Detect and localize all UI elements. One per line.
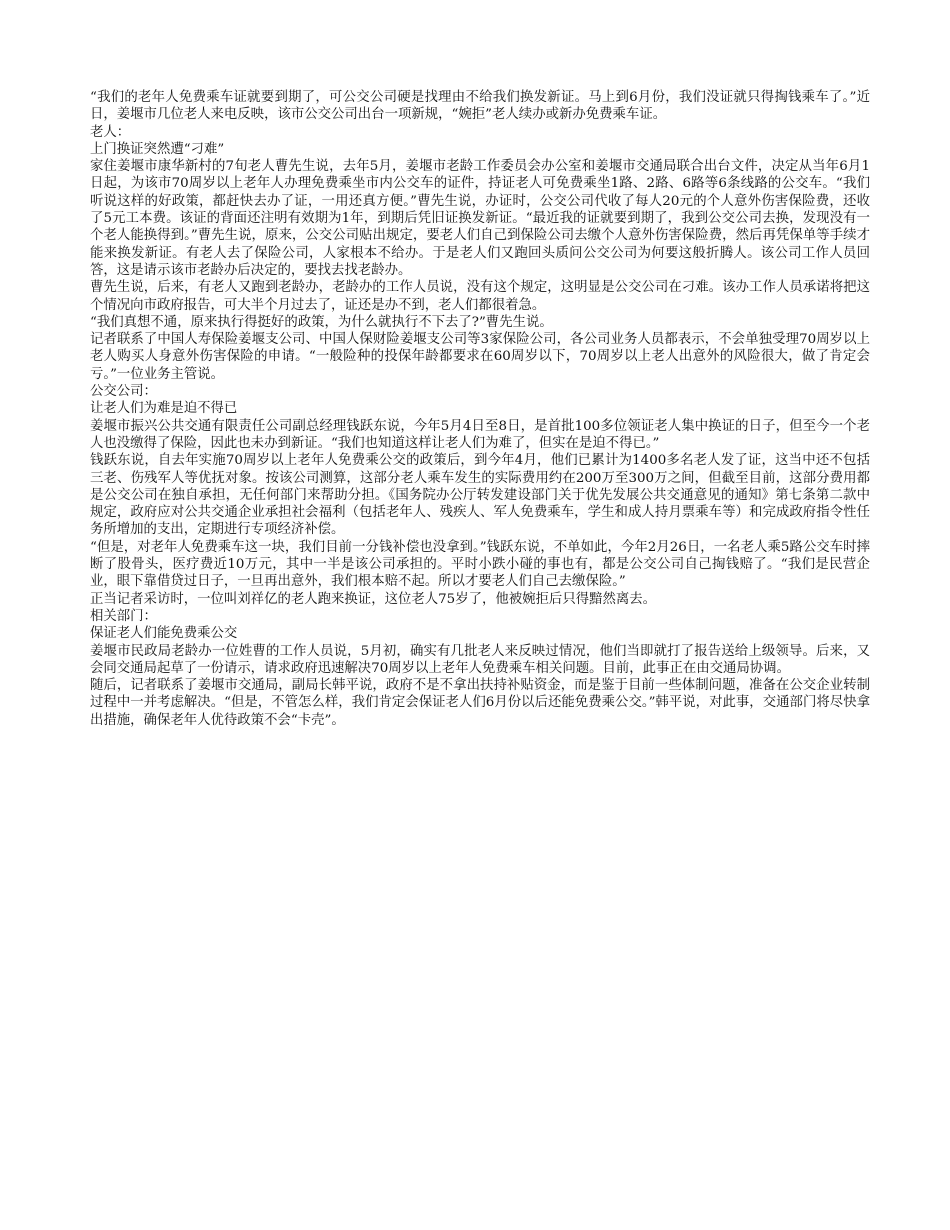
section-label-bus-company: 公交公司：: [90, 384, 157, 400]
body-paragraph: 随后，记者联系了姜堰市交通局，副局长韩平说，政府不是不拿出扶持补贴资金，而是鉴于目前一些体制问题，准备在公交企业转制过程中一并考虑解决。“但是，不管怎么样，我们肯定会保证老人们6月份以后还能免费乘公交。”韩平说，对此事，交通部门将尽快拿出措施，确保老年人优待政策不会“卡壳”。: [90, 678, 870, 728]
section-label-elderly: 老人：: [90, 124, 131, 140]
section-subtitle-elderly: 上门换证突然遭“刁难”: [90, 141, 225, 157]
section-label-departments: 相关部门：: [90, 608, 157, 624]
section-subtitle-departments: 保证老人们能免费乘公交: [90, 626, 238, 642]
article-body: [90, 89, 870, 729]
body-paragraph: 正当记者采访时，一位叫刘祥亿的老人跑来换证，这位老人75岁了，他被婉拒后只得黯然离去。: [90, 591, 657, 607]
body-paragraph: 姜堰市民政局老龄办一位姓曹的工作人员说，5月初，确实有几批老人来反映过情况，他们当即就打了报告送给上级领导。后来，又会同交通局起草了一份请示，请求政府迅速解决70周岁以上老年人免费乘车相关问题。目前，此事正在由交通局协调。: [90, 643, 870, 676]
body-paragraph: 姜堰市振兴公共交通有限责任公司副总经理钱跃东说，今年5月4日至8日，是首批100多位领证老人集中换证的日子，但至今一个老人也没缴得了保险，因此也未办到新证。“我们也知道这样让老人们为难了，但实在是迫不得已。”: [90, 418, 870, 451]
intro-paragraph: “我们的老年人免费乘车证就要到期了，可公交公司硬是找理由不给我们换发新证。马上到6月份，我们没证就只得掏钱乘车了。”近日，姜堰市几位老人来电反映，该市公交公司出台一项新规，“婉拒”老人续办或新办免费乘车证。: [90, 90, 870, 123]
body-paragraph: 家住姜堰市康华新村的7旬老人曹先生说，去年5月，姜堰市老龄工作委员会办公室和姜堰市交通局联合出台文件，决定从当年6月1日起，为该市70周岁以上老年人办理免费乘坐市内公交车的证件，持证老人可免费乘坐1路、2路、6路等6条线路的公交车。“我们听说这样的好政策，都赶快去办了证，一用还真方便。”曹先生说，办证时，公交公司代收了每人20元的个人意外伤害保险费，还收了5元工本费。该证的背面还注明有效期为1年，到期后凭旧证换发新证。“最近我的证就要到期了，我到公交公司去换，发现没有一个老人能换得到。”曹先生说，原来，公交公司贴出规定，要老人们自己到保险公司去缴个人意外伤害保险费，然后再凭保单等手续才能来换发新证。有老人去了保险公司，人家根本不给办。于是老人们又跑回头质问公交公司为何要这般折腾人。该公司工作人员回答，这是请示该市老龄办后决定的，要找去找老龄办。: [90, 159, 870, 278]
body-paragraph: 曹先生说，后来，有老人又跑到老龄办，老龄办的工作人员说，没有这个规定，这明显是公交公司在刁难。该办工作人员承诺将把这个情况向市政府报告，可大半个月过去了，证还是办不到，老人们都很着急。: [90, 280, 870, 313]
body-paragraph: 钱跃东说，自去年实施70周岁以上老年人免费乘公交的政策后，到今年4月，他们已累计为1400多名老人发了证，这当中还不包括三老、伤残军人等优抚对象。按该公司测算，这部分老人乘车发生的实际费用约在200万至300万之间，但截至目前，这部分费用都是公交公司在独自承担，无任何部门来帮助分担。《国务院办公厅转发建设部门关于优先发展公共交通意见的通知》第七条第二款中规定，政府应对公共交通企业承担社会福利（包括老年人、残疾人、军人免费乘车，学生和成人持月票乘车等）和完成政府指令性任务所增加的支出，定期进行专项经济补偿。: [90, 453, 870, 538]
section-subtitle-bus-company: 让老人们为难是迫不得已: [90, 401, 238, 417]
body-paragraph: “我们真想不通，原来执行得挺好的政策，为什么就执行不下去了?”曹先生说。: [90, 314, 553, 330]
body-paragraph: “但是，对老年人免费乘车这一块，我们目前一分钱补偿也没拿到。”钱跃东说，不单如此，今年2月26日，一名老人乘5路公交车时摔断了股骨头，医疗费近10万元，其中一半是该公司承担的。平时小跌小碰的事也有，都是公交公司自己掏钱赔了。“我们是民营企业，眼下靠借贷过日子，一旦再出意外，我们根本赔不起。所以才要老人们自己去缴保险。”: [90, 539, 870, 590]
body-paragraph: 记者联系了中国人寿保险姜堰支公司、中国人保财险姜堰支公司等3家保险公司，各公司业务人员都表示，不会单独受理70周岁以上老人购买人身意外伤害保险的申请。“一般险种的投保年龄都要求在60周岁以下，70周岁以上老人出意外的风险很大，做了肯定会亏。”一位业务主管说。: [90, 332, 870, 382]
